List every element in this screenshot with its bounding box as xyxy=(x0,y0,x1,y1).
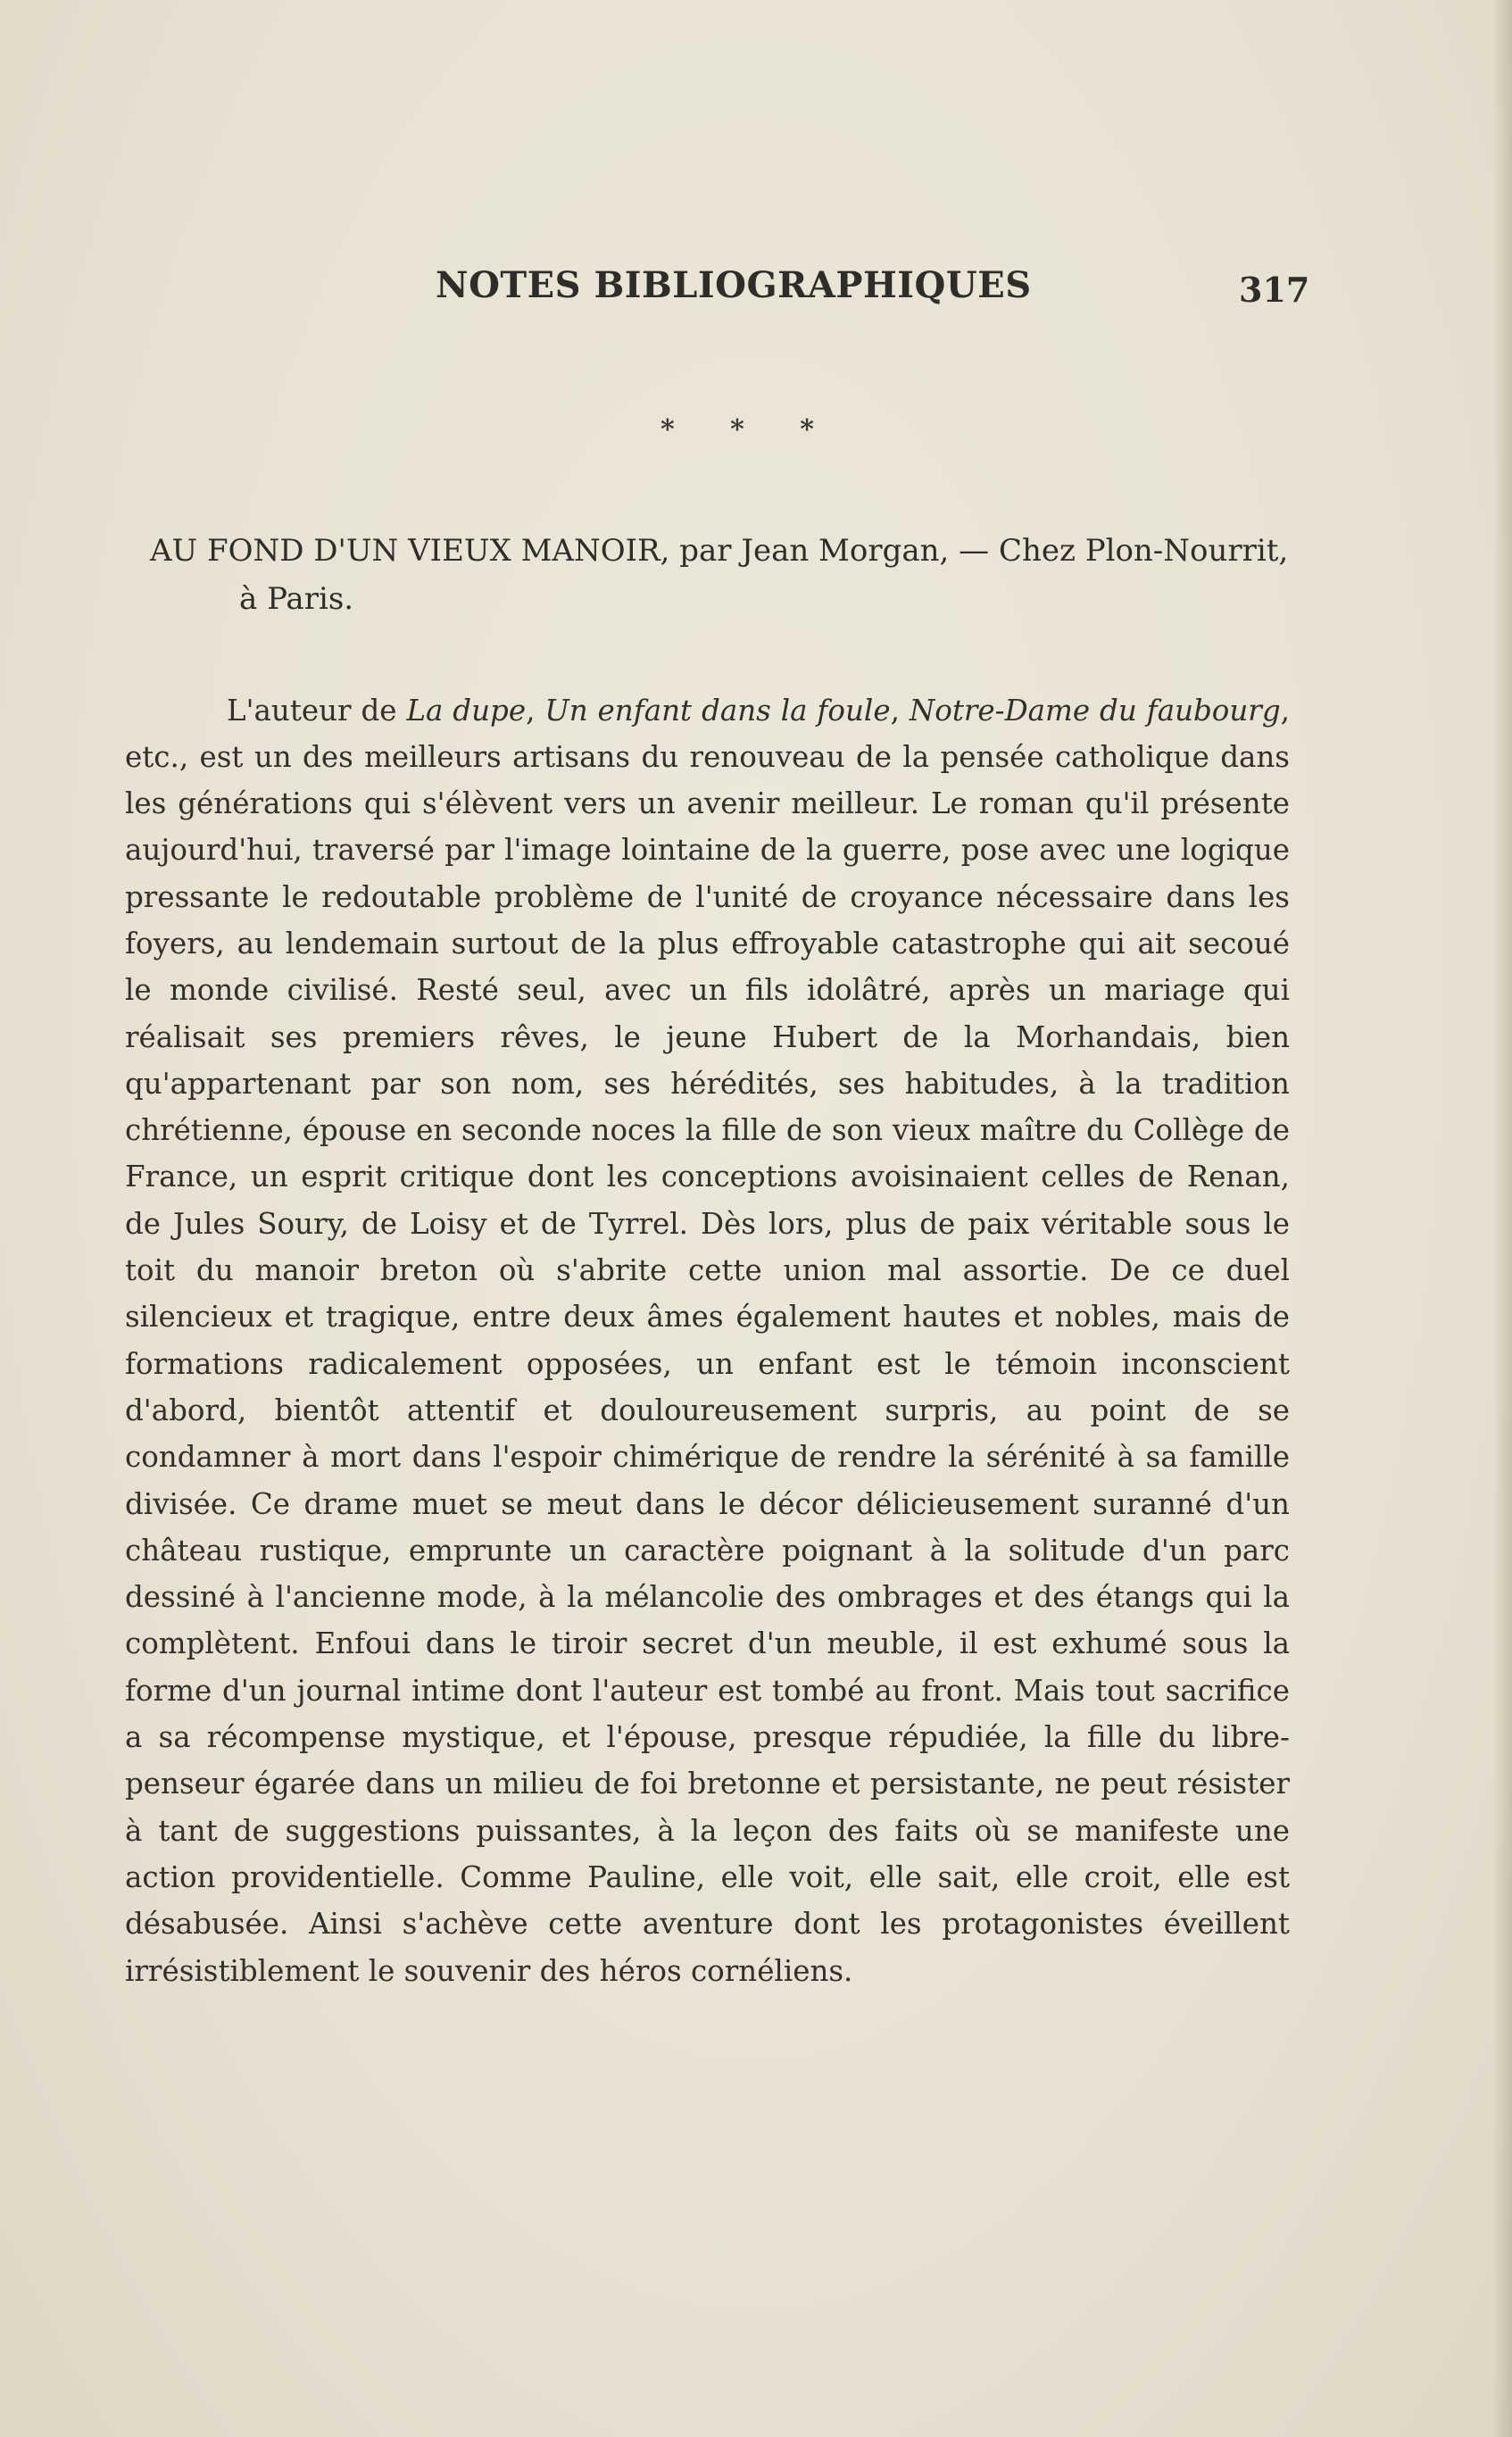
title-separator: , xyxy=(890,693,910,728)
page-edge-shadow xyxy=(1492,0,1512,2437)
paragraph-body: , etc., est un des meilleurs artisans du renouveau de la pensée catholique dans les générations qui s'élèvent vers un avenir meilleur. Le roman qu'il présente aujourd'hui, traversé par l'image lointaine de la guerre, pose avec une logique pressante le redoutable problème de l'unité de croyance nécessaire dans les foyers, au lendemain surtout de la plus effroyable catastrophe qui ait secoué le monde civilisé. Resté seul, avec un fils idolâtré, après un mariage qui réalisait ses premiers rêves, le jeune Hubert de la Morhandais, bien qu'appartenant par son nom, ses hérédités, ses habitudes, à la tradition chrétienne, épouse en seconde noces la fille de son vieux maître du Collège de France, un esprit critique dont les conceptions avoisinaient celles de Renan, de Jules Soury, de Loisy et de Tyrrel. Dès lors, plus de paix véritable sous le toit du manoir breton où s'abrite cette union mal assortie. De ce duel silencieux et tragique, entre deux âmes également hautes et nobles, mais de formations radicalement opposées, un enfant est le témoin inconscient d'abord, bientôt attentif et douloureusement surpris, au point de se condamner à mort dans l'espoir chimérique de rendre la sérénité à sa famille divisée. Ce drame muet se meut dans le décor délicieusement suranné d'un château rustique, emprunte un caractère poignant à la solitude d'un parc dessiné à l'ancienne mode, à la mélancolie des ombrages et des étangs qui la complètent. Enfoui dans le tiroir secret d'un meuble, il est exhumé sous la forme d'un journal intime dont l'auteur est tombé au front. Mais tout sacrifice a sa récompense mystique, et l'épouse, presque répudiée, la fille du libre-penseur égarée dans un milieu de foi bretonne et persistante, ne peut résister à tant de suggestions puissantes, à la leçon des faits où se manifeste une action providentielle. Comme Pauline, elle voit, elle sait, elle croit, elle est désabusée. Ainsi s'achève cette aventure dont les protagonistes éveillent irrésistiblement le souvenir des héros cornéliens. xyxy=(125,693,1290,1988)
running-title: NOTES BIBLIOGRAPHIQUES xyxy=(436,264,1032,306)
book-title-un-enfant: Un enfant dans la foule xyxy=(544,693,891,728)
page-number: 317 xyxy=(1239,270,1310,310)
book-title-notre-dame: Notre-Dame du faubourg xyxy=(909,693,1281,728)
paragraph-intro: L'auteur de xyxy=(227,693,407,728)
entry-heading-line1: AU FOND D'UN VIEUX MANOIR, par Jean Morgan, — Chez Plon-Nourrit, xyxy=(150,533,1289,569)
book-title-la-dupe: La dupe xyxy=(406,693,527,728)
entry-heading-line2: à Paris. xyxy=(239,581,354,617)
entry-heading xyxy=(150,527,1292,623)
section-separator: * * * xyxy=(660,414,837,445)
running-head xyxy=(436,264,1310,311)
title-separator: , xyxy=(526,693,545,728)
review-paragraph xyxy=(125,687,1290,1994)
